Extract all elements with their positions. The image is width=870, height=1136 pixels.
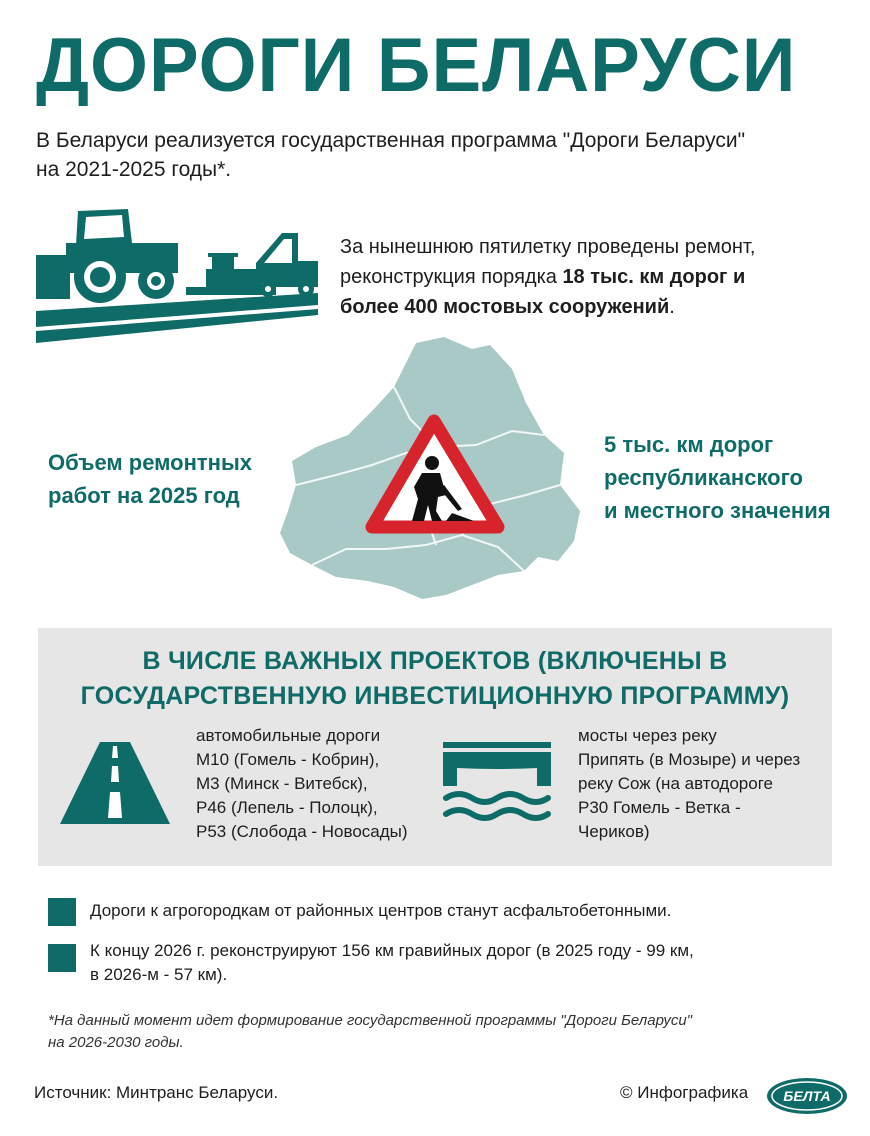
intro-line-2 [340, 262, 840, 292]
bullet-square-icon [48, 944, 76, 972]
intro-text [340, 232, 840, 322]
bullet-item-2-line-2: в 2026-м - 57 км). [90, 965, 228, 984]
bridges-list [578, 724, 828, 844]
intro-line-1: За нынешнюю пятилетку проведены ремонт, [340, 236, 756, 258]
bridge-icon [443, 742, 551, 826]
list-item: Р30 Гомель - Ветка - [578, 798, 741, 817]
list-item: автомобильные дороги [196, 726, 381, 745]
repair-volume-line-2: работ на 2025 год [48, 483, 240, 508]
intro-line-3-bold: более 400 мостовых сооружений [340, 296, 670, 318]
list-item: мосты через реку [578, 726, 717, 745]
page-title: ДОРОГИ БЕЛАРУСИ [36, 23, 797, 108]
projects-title-line-2: ГОСУДАРСТВЕННУЮ ИНВЕСТИЦИОННУЮ ПРОГРАММУ) [80, 682, 790, 710]
footnote-line-1: *На данный момент идет формирование государственной программы "Дороги Беларуси" [48, 1012, 693, 1029]
roads-count-line-2: республиканского [604, 465, 803, 490]
roads-count-label [604, 428, 864, 527]
footnote-line-2: на 2026-2030 годы. [48, 1034, 184, 1051]
source-text: Источник: Минтранс Беларуси. [34, 1083, 279, 1102]
subtitle-line-2: на 2021-2025 годы*. [36, 158, 232, 181]
road-icon [60, 742, 170, 824]
list-item: М10 (Гомель - Кобрин), [196, 750, 380, 769]
footnote [48, 1010, 808, 1054]
intro-line-2-plain: реконструкция порядка [340, 266, 563, 288]
roads-count-line-1: 5 тыс. км дорог [604, 432, 774, 457]
bullet-item-2 [90, 939, 810, 987]
list-item: Р53 (Слобода - Новосады) [196, 822, 408, 841]
intro-line-3 [340, 292, 840, 322]
projects-title-line-1: В ЧИСЛЕ ВАЖНЫХ ПРОЕКТОВ (ВКЛЮЧЕНЫ В [142, 647, 728, 675]
subtitle [36, 126, 836, 184]
belarus-map-icon [276, 335, 596, 620]
list-item: М3 (Минск - Витебск), [196, 774, 368, 793]
subtitle-line-1: В Беларуси реализуется государственная программа "Дороги Беларуси" [36, 129, 746, 152]
repair-volume-label [48, 446, 288, 512]
bullet-item-2-line-1: К концу 2026 г. реконструируют 156 км гравийных дорог (в 2025 году - 99 км, [90, 941, 694, 960]
bullet-item-1: Дороги к агрогородкам от районных центров станут асфальтобетонными. [90, 901, 672, 920]
list-item: реку Сож (на автодороге [578, 774, 773, 793]
intro-line-2-bold: 18 тыс. км дорог и [562, 266, 746, 288]
belta-logo [766, 1076, 848, 1116]
credit-text: © Инфографика [620, 1083, 749, 1102]
roads-list [196, 724, 436, 844]
list-item: Чериков) [578, 822, 650, 841]
intro-line-3-plain: . [669, 296, 675, 318]
bullet-square-icon [48, 898, 76, 926]
list-item: Р46 (Лепель - Полоцк), [196, 798, 378, 817]
roads-count-line-3: и местного значения [604, 498, 831, 523]
repair-volume-line-1: Объем ремонтных [48, 450, 252, 475]
belta-logo-text: БЕЛТА [783, 1088, 831, 1104]
list-item: Припять (в Мозыре) и через [578, 750, 801, 769]
road-machinery-icon [36, 203, 326, 348]
projects-title [38, 644, 832, 714]
